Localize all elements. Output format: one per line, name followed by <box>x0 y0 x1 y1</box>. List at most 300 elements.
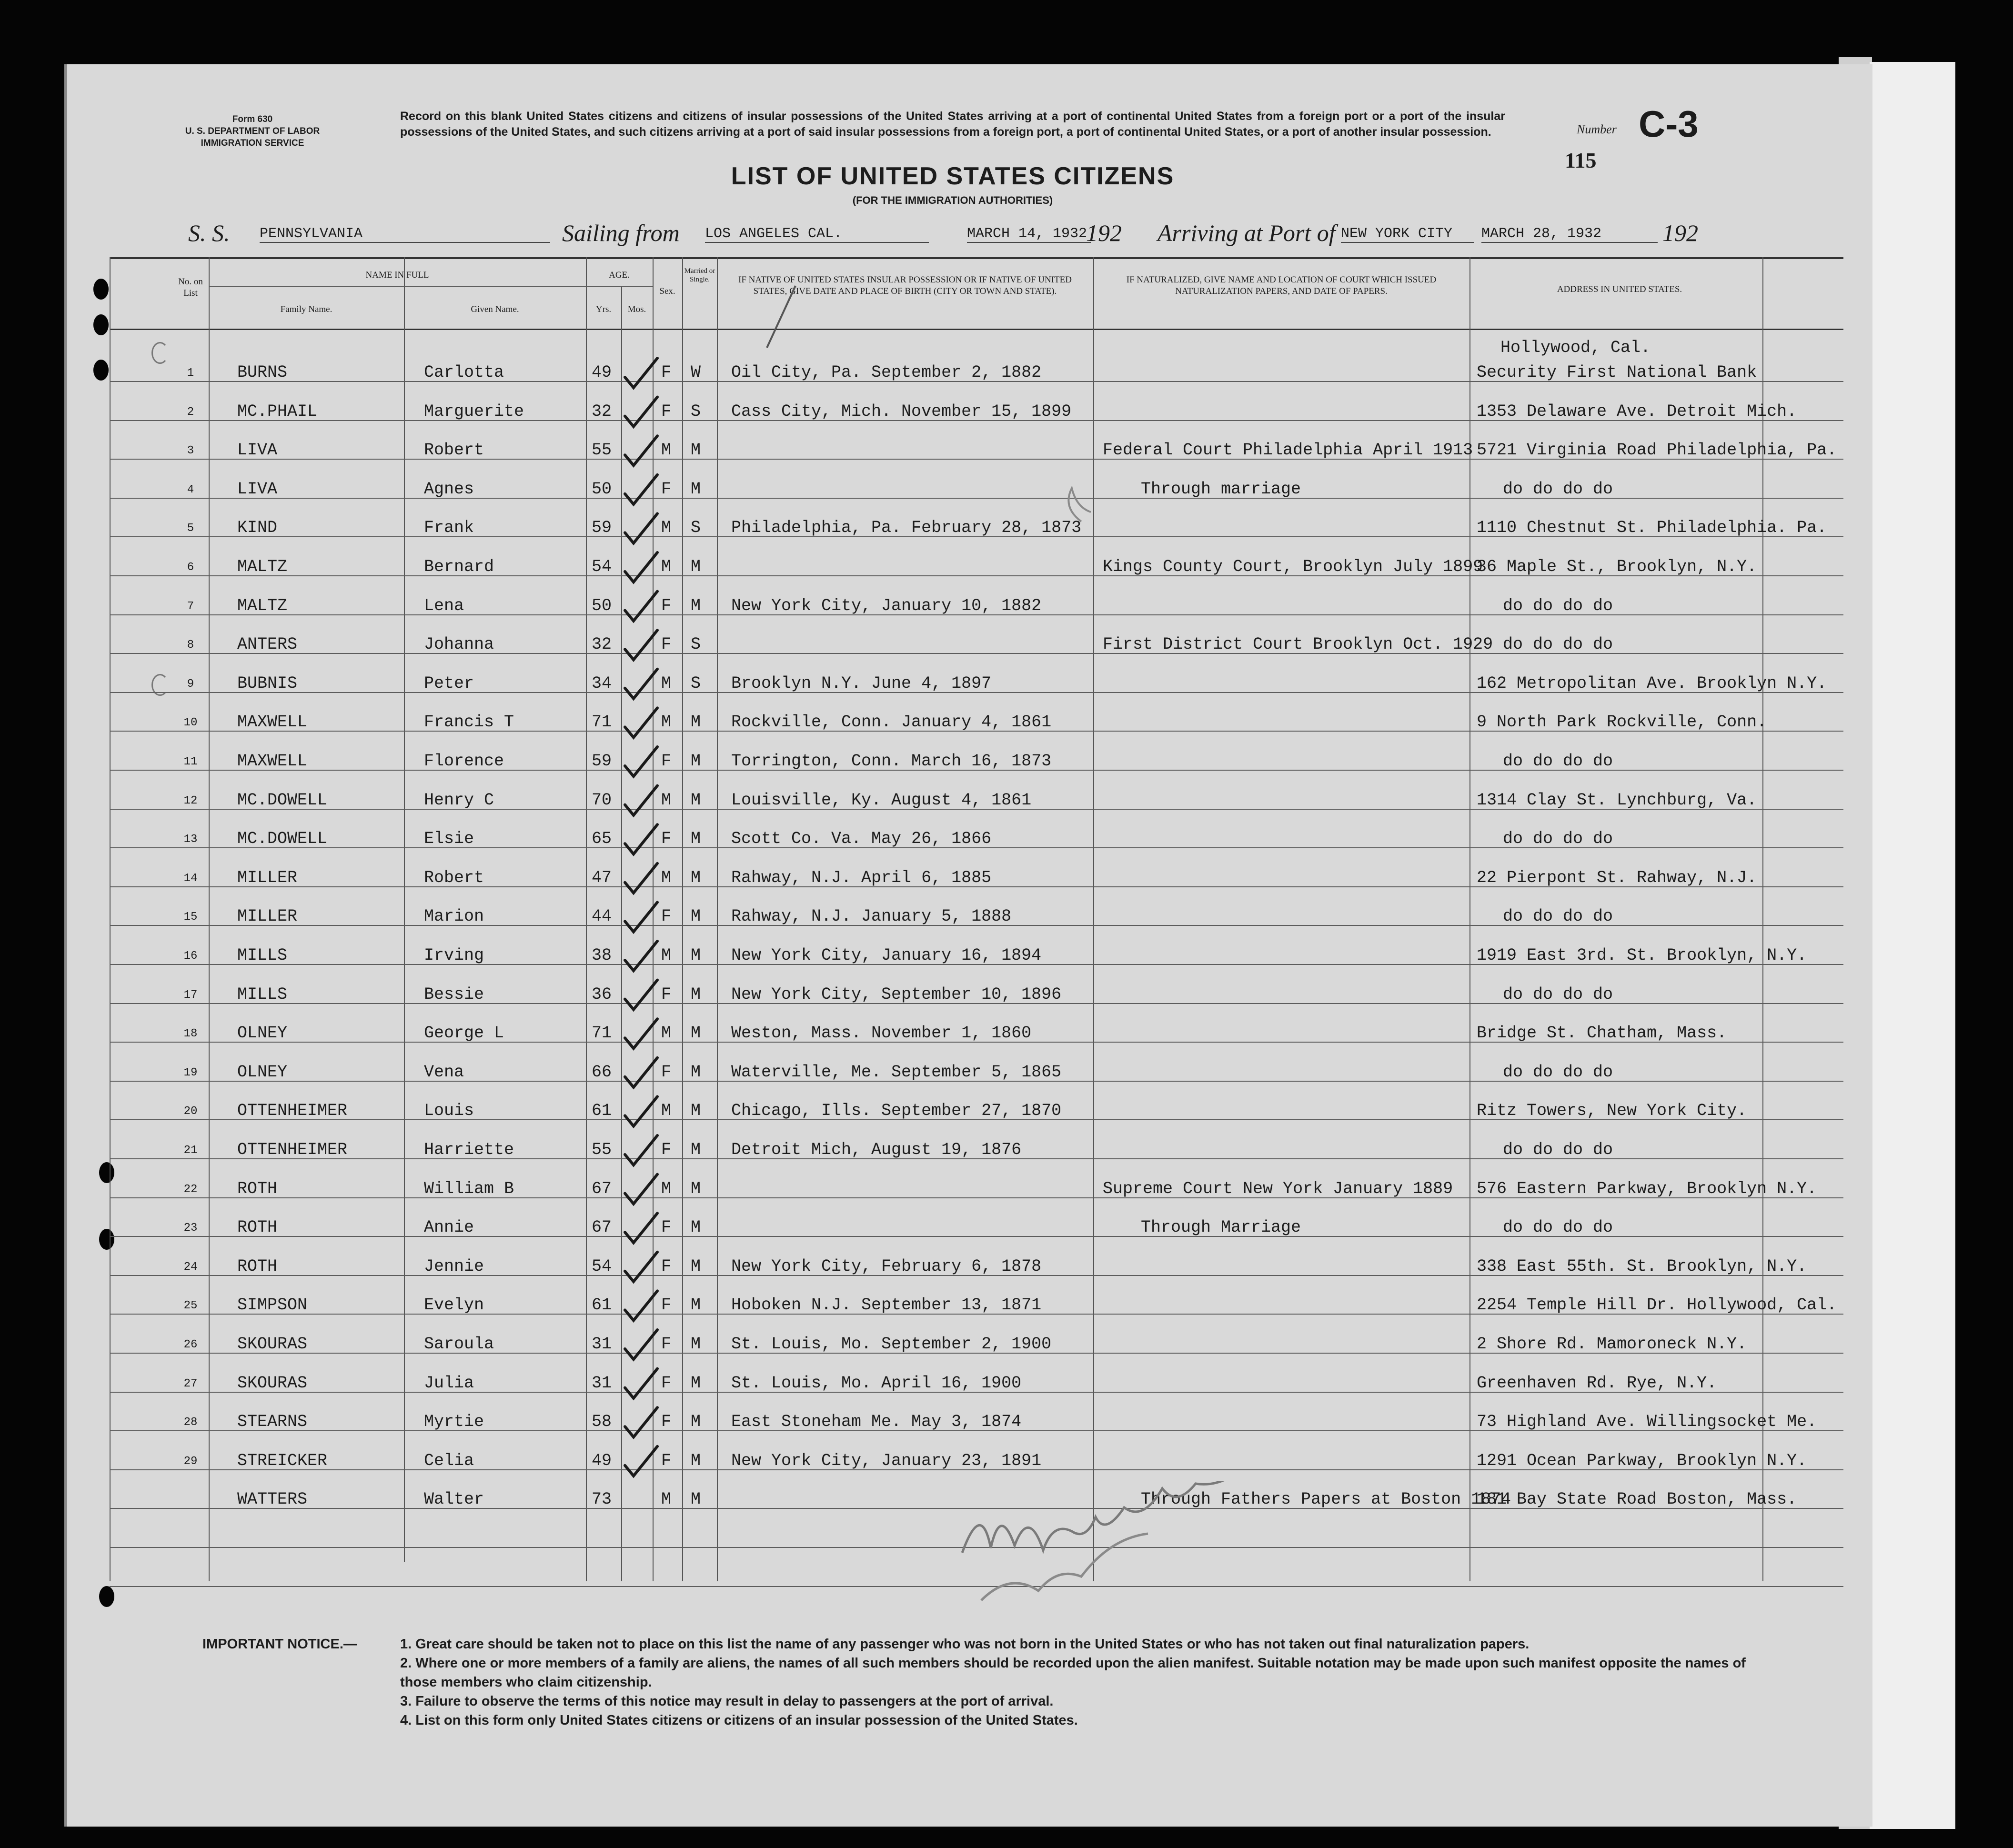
us-address: do do do do <box>1503 1140 1613 1159</box>
punch-hole-icon <box>93 360 109 381</box>
marital-status: M <box>691 441 701 460</box>
sex: M <box>661 1179 672 1198</box>
check-mark-icon <box>625 552 657 582</box>
check-mark-icon <box>625 1058 657 1087</box>
us-address: do do do do <box>1503 479 1613 499</box>
family-name: WATTERS <box>237 1490 308 1509</box>
family-name: MALTZ <box>237 596 288 615</box>
given-name: Marion <box>424 907 484 926</box>
header-name-in-full: NAME IN FULL <box>365 270 429 280</box>
row-number: 21 <box>183 1144 198 1157</box>
age-years: 59 <box>592 518 612 538</box>
form-info <box>143 113 362 149</box>
sex: F <box>661 1218 672 1237</box>
sex: F <box>661 907 672 926</box>
given-name: Johanna <box>424 635 494 654</box>
marital-status: M <box>691 1024 701 1043</box>
family-name: OLNEY <box>237 1024 288 1043</box>
number-value: C-3 <box>1639 103 1699 145</box>
sex: M <box>661 518 672 538</box>
us-address: 5721 Virginia Road Philadelphia, Pa. <box>1477 441 1837 460</box>
marital-status: M <box>691 1412 701 1432</box>
check-mark-icon <box>625 1019 657 1048</box>
age-years: 67 <box>592 1179 612 1198</box>
age-years: 34 <box>592 673 612 693</box>
check-mark-icon <box>625 1407 657 1437</box>
notice-label: IMPORTANT NOTICE.— <box>202 1637 357 1652</box>
check-mark-icon <box>625 1330 657 1359</box>
row-number: 4 <box>187 483 194 496</box>
notice-item-4: 4. List on this form only United States citizens or citizens of an insular possession of the United States. <box>400 1713 1078 1728</box>
us-address: do do do do <box>1503 1218 1613 1237</box>
birth-place-date: Rahway, N.J. April 6, 1885 <box>731 868 992 887</box>
birth-place-date: Oil City, Pa. September 2, 1882 <box>731 363 1042 382</box>
check-mark-icon <box>625 708 657 737</box>
punch-hole-icon <box>93 314 109 335</box>
sex: F <box>661 363 672 382</box>
row-number: 22 <box>183 1183 198 1196</box>
check-mark-icon <box>625 902 657 932</box>
notice-item-3: 3. Failure to observe the terms of this notice may result in delay to passengers at the port of arrival. <box>400 1694 1054 1709</box>
year-suffix-2: 192 <box>1662 220 1698 246</box>
from-date: MARCH 14, 1932 <box>967 226 1091 243</box>
family-name: ROTH <box>237 1218 278 1237</box>
marital-status: S <box>691 673 701 693</box>
marital-status: M <box>691 1062 701 1082</box>
sex: F <box>661 1373 672 1393</box>
age-years: 65 <box>592 829 612 849</box>
given-name: Frank <box>424 518 474 538</box>
pencil-stroke <box>767 286 795 348</box>
header-given-name: Given Name. <box>471 304 519 314</box>
us-address: 1353 Delaware Ave. Detroit Mich. <box>1477 402 1797 421</box>
birth-place-date: Rockville, Conn. January 4, 1861 <box>731 713 1052 732</box>
age-years: 55 <box>592 441 612 460</box>
inspector-signature-icon <box>953 1481 1372 1610</box>
check-mark-icon <box>625 475 657 504</box>
given-name: Harriette <box>424 1140 514 1159</box>
sex: F <box>661 829 672 849</box>
notice-item-2: 2. Where one or more members of a family are aliens, the names of all such members should be recorded upon the alien manifest. Suitable notation may be made upon such manifest opposite the names of those members who claim citizenship. <box>400 1656 1746 1690</box>
number-label: Number <box>1577 122 1617 136</box>
given-name: George L <box>424 1024 504 1043</box>
given-name: Florence <box>424 752 504 771</box>
given-name: Evelyn <box>424 1296 484 1315</box>
us-address: Ritz Towers, New York City. <box>1477 1101 1747 1121</box>
birth-place-date: New York City, September 10, 1896 <box>731 984 1062 1004</box>
sheet-number: 115 <box>1565 148 1597 172</box>
family-name: MAXWELL <box>237 752 308 771</box>
age-years: 49 <box>592 363 612 382</box>
us-address: 1919 East 3rd. St. Brooklyn, N.Y. <box>1477 946 1807 965</box>
marital-status: M <box>691 1335 701 1354</box>
age-years: 31 <box>592 1335 612 1354</box>
given-name: Vena <box>424 1062 464 1082</box>
birth-place-date: East Stoneham Me. May 3, 1874 <box>731 1412 1022 1432</box>
family-name: MILLS <box>237 984 288 1004</box>
age-years: 71 <box>592 1024 612 1043</box>
check-mark-icon <box>625 1175 657 1204</box>
row-number: 24 <box>183 1260 198 1274</box>
birth-place-date: Detroit Mich, August 19, 1876 <box>731 1140 1022 1159</box>
age-years: 38 <box>592 946 612 965</box>
family-name: LIVA <box>237 479 278 499</box>
row-number: 25 <box>183 1299 198 1313</box>
given-name: Walter <box>424 1490 484 1509</box>
family-name: STEARNS <box>237 1412 308 1432</box>
marital-status: M <box>691 1490 701 1509</box>
sex: M <box>661 868 672 887</box>
row-number: 7 <box>187 600 194 613</box>
us-address: do do do do <box>1503 635 1613 654</box>
naturalization-court: Supreme Court New York January 1889 <box>1103 1179 1453 1198</box>
marital-status: S <box>691 402 701 421</box>
to-port: NEW YORK CITY <box>1341 226 1474 243</box>
ship-name: PENNSYLVANIA <box>260 226 550 243</box>
check-mark-icon <box>625 864 657 893</box>
birth-place-date: New York City, January 23, 1891 <box>731 1451 1042 1470</box>
from-port: LOS ANGELES CAL. <box>705 226 929 243</box>
us-address: 1110 Chestnut St. Philadelphia. Pa. <box>1477 518 1827 538</box>
header-married-single: Married or Single. <box>684 267 715 283</box>
arriving-label: Arriving at Port of <box>1157 220 1336 246</box>
us-address-city: Hollywood, Cal. <box>1500 338 1651 357</box>
sailing-label: Sailing from <box>562 220 680 246</box>
punch-hole-icon <box>93 279 109 300</box>
given-name: Julia <box>424 1373 474 1393</box>
given-name: Lena <box>424 596 464 615</box>
given-name: Robert <box>424 441 484 460</box>
check-mark-icon <box>625 358 657 388</box>
sex: F <box>661 402 672 421</box>
marital-status: M <box>691 1140 701 1159</box>
row-number: 1 <box>187 367 194 380</box>
birth-place-date: Louisville, Ky. August 4, 1861 <box>731 790 1032 810</box>
age-years: 44 <box>592 907 612 926</box>
family-name: SKOURAS <box>237 1373 308 1393</box>
us-address: do do do do <box>1503 596 1613 615</box>
naturalization-court: Federal Court Philadelphia April 1913 <box>1103 441 1473 460</box>
family-name: LIVA <box>237 441 278 460</box>
sex: F <box>661 479 672 499</box>
marital-status: M <box>691 1256 701 1276</box>
given-name: Saroula <box>424 1335 494 1354</box>
check-mark-icon <box>625 1135 657 1165</box>
check-mark-icon <box>625 1252 657 1282</box>
sex: F <box>661 752 672 771</box>
naturalization-court: Through Marriage <box>1141 1218 1301 1237</box>
marital-status: M <box>691 984 701 1004</box>
row-number: 14 <box>183 872 198 885</box>
marital-status: S <box>691 518 701 538</box>
family-name: MILLS <box>237 946 288 965</box>
marital-status: M <box>691 1296 701 1315</box>
given-name: Peter <box>424 673 474 693</box>
birth-place-date: Waterville, Me. September 5, 1865 <box>731 1062 1062 1082</box>
age-years: 36 <box>592 984 612 1004</box>
birth-place-date: New York City, January 10, 1882 <box>731 596 1042 615</box>
check-mark-icon <box>625 1213 657 1243</box>
row-number: 26 <box>183 1338 198 1351</box>
naturalization-court: First District Court Brooklyn Oct. 1929 <box>1103 635 1493 654</box>
birth-place-date: Cass City, Mich. November 15, 1899 <box>731 402 1072 421</box>
age-years: 32 <box>592 402 612 421</box>
us-address: 2254 Temple Hill Dr. Hollywood, Cal. <box>1477 1296 1837 1315</box>
check-mark-icon <box>625 630 657 660</box>
check-marks <box>110 257 1843 1581</box>
given-name: William B <box>424 1179 514 1198</box>
given-name: Marguerite <box>424 402 524 421</box>
age-years: 59 <box>592 752 612 771</box>
birth-place-date: Philadelphia, Pa. February 28, 1873 <box>731 518 1082 538</box>
check-mark-icon <box>625 1096 657 1126</box>
family-name: BUBNIS <box>237 673 298 693</box>
age-years: 73 <box>592 1490 612 1509</box>
row-number: 19 <box>183 1066 198 1079</box>
marital-status: M <box>691 868 701 887</box>
sex: M <box>661 441 672 460</box>
family-name: MAXWELL <box>237 713 308 732</box>
marital-status: M <box>691 557 701 576</box>
age-years: 49 <box>592 1451 612 1470</box>
us-address: 181 Bay State Road Boston, Mass. <box>1477 1490 1797 1509</box>
given-name: Jennie <box>424 1256 484 1276</box>
family-name: OTTENHEIMER <box>237 1101 348 1121</box>
row-number: 6 <box>187 561 194 574</box>
check-mark-icon <box>625 592 657 621</box>
sex: F <box>661 1451 672 1470</box>
family-name: MALTZ <box>237 557 288 576</box>
sex: M <box>661 557 672 576</box>
birth-place-date: Chicago, Ills. September 27, 1870 <box>731 1101 1062 1121</box>
family-name: STREICKER <box>237 1451 328 1470</box>
marital-status: M <box>691 907 701 926</box>
given-name: Louis <box>424 1101 474 1121</box>
us-address: do do do do <box>1503 907 1613 926</box>
sex: F <box>661 984 672 1004</box>
marital-status: M <box>691 752 701 771</box>
family-name: OTTENHEIMER <box>237 1140 348 1159</box>
age-years: 31 <box>592 1373 612 1393</box>
header-mos: Mos. <box>627 304 646 314</box>
row-number: 3 <box>187 444 194 458</box>
row-number: 28 <box>183 1416 198 1429</box>
us-address: 576 Eastern Parkway, Brooklyn N.Y. <box>1477 1179 1817 1198</box>
marital-status: M <box>691 1451 701 1470</box>
row-number: 17 <box>183 988 198 1002</box>
check-mark-icon <box>625 1446 657 1476</box>
check-mark-icon <box>625 941 657 971</box>
us-address: 1314 Clay St. Lynchburg, Va. <box>1477 790 1757 810</box>
age-years: 67 <box>592 1218 612 1237</box>
us-address: 2 Shore Rd. Mamoroneck N.Y. <box>1477 1335 1747 1354</box>
form-number: Form 630 <box>232 114 273 124</box>
marital-status: W <box>691 363 701 382</box>
given-name: Bernard <box>424 557 494 576</box>
birth-place-date: New York City, February 6, 1878 <box>731 1256 1042 1276</box>
birth-place-date: Scott Co. Va. May 26, 1866 <box>731 829 992 849</box>
department: U. S. DEPARTMENT OF LABOR <box>185 126 320 136</box>
us-address: 162 Metropolitan Ave. Brooklyn N.Y. <box>1477 673 1827 693</box>
marital-status: M <box>691 479 701 499</box>
check-mark-icon <box>625 1369 657 1398</box>
us-address: do do do do <box>1503 829 1613 849</box>
check-mark-icon <box>625 824 657 854</box>
us-address: Greenhaven Rd. Rye, N.Y. <box>1477 1373 1717 1393</box>
birth-place-date: Brooklyn N.Y. June 4, 1897 <box>731 673 992 693</box>
age-years: 61 <box>592 1296 612 1315</box>
check-mark-icon <box>625 669 657 699</box>
row-number: 5 <box>187 522 194 535</box>
given-name: Robert <box>424 868 484 887</box>
header-yrs: Yrs. <box>595 304 612 314</box>
signature-mark <box>1068 488 1091 522</box>
us-address: Bridge St. Chatham, Mass. <box>1477 1024 1727 1043</box>
row-number: 11 <box>183 755 198 768</box>
marital-status: M <box>691 1179 701 1198</box>
row-number: 13 <box>183 833 198 846</box>
marital-status: M <box>691 596 701 615</box>
sex: F <box>661 1140 672 1159</box>
sex: F <box>661 1062 672 1082</box>
row-number: 16 <box>183 950 198 963</box>
us-address: 73 Highland Ave. Willingsocket Me. <box>1477 1412 1817 1432</box>
birth-place-date: Torrington, Conn. March 16, 1873 <box>731 752 1052 771</box>
age-years: 54 <box>592 557 612 576</box>
to-date: MARCH 28, 1932 <box>1481 226 1658 243</box>
age-years: 71 <box>592 713 612 732</box>
given-name: Celia <box>424 1451 474 1470</box>
family-name: ROTH <box>237 1256 278 1276</box>
birth-place-date: St. Louis, Mo. April 16, 1900 <box>731 1373 1022 1393</box>
age-years: 55 <box>592 1140 612 1159</box>
marital-status: M <box>691 1373 701 1393</box>
family-name: MILLER <box>237 907 298 926</box>
row-number: 27 <box>183 1377 198 1390</box>
birth-place-date: Rahway, N.J. January 5, 1888 <box>731 907 1012 926</box>
header-address: ADDRESS IN UNITED STATES. <box>1557 284 1682 294</box>
sex: M <box>661 1024 672 1043</box>
header-sex: Sex. <box>659 286 675 296</box>
row-number: 20 <box>183 1105 198 1118</box>
sex: F <box>661 1256 672 1276</box>
check-mark-icon <box>625 747 657 776</box>
given-name: Henry C <box>424 790 494 810</box>
header-naturalized: IF NATURALIZED, GIVE NAME AND LOCATION OF COURT WHICH ISSUED NATURALIZATION PAPERS, AND DATE OF PAPERS. <box>1126 275 1437 296</box>
us-address: do do do do <box>1503 752 1613 771</box>
header-native: IF NATIVE OF UNITED STATES INSULAR POSSESSION OR IF NATIVE OF UNITED STATES, GIVE DATE AND PLACE OF BIRTH (CITY OR TOWN AND STATE). <box>738 275 1072 296</box>
ss-label: S. S. <box>188 220 230 246</box>
sex: M <box>661 1101 672 1121</box>
us-address: 22 Pierpont St. Rahway, N.J. <box>1477 868 1757 887</box>
naturalization-court: Kings County Court, Brooklyn July 1899 <box>1103 557 1483 576</box>
row-number: 2 <box>187 405 194 419</box>
marital-status: M <box>691 829 701 849</box>
given-name: Irving <box>424 946 484 965</box>
check-mark-icon <box>625 980 657 1010</box>
given-name: Myrtie <box>424 1412 484 1432</box>
us-address: Security First National Bank <box>1477 363 1757 382</box>
given-name: Francis T <box>424 713 514 732</box>
header-family-name: Family Name. <box>280 304 332 314</box>
marital-status: M <box>691 713 701 732</box>
family-name: SKOURAS <box>237 1335 308 1354</box>
age-years: 47 <box>592 868 612 887</box>
marital-status: M <box>691 1101 701 1121</box>
sex: M <box>661 1490 672 1509</box>
given-name: Agnes <box>424 479 474 499</box>
family-name: OLNEY <box>237 1062 288 1082</box>
family-name: MILLER <box>237 868 298 887</box>
family-name: BURNS <box>237 363 288 382</box>
family-name: MC.DOWELL <box>237 790 328 810</box>
given-name: Carlotta <box>424 363 504 382</box>
given-name: Bessie <box>424 984 484 1004</box>
family-name: SIMPSON <box>237 1296 308 1315</box>
sex: F <box>661 1296 672 1315</box>
age-years: 32 <box>592 635 612 654</box>
sex: M <box>661 946 672 965</box>
us-address: 338 East 55th. St. Brooklyn, N.Y. <box>1477 1256 1807 1276</box>
family-name: MC.DOWELL <box>237 829 328 849</box>
page-title: LIST OF UNITED STATES CITIZENS <box>731 162 1175 190</box>
naturalization-court: Through Fathers Papers at Boston 1874 <box>1141 1490 1511 1509</box>
notice-item-1: 1. Great care should be taken not to place on this list the name of any passenger who was not born in the United States or who has not taken out final naturalization papers. <box>400 1637 1530 1652</box>
family-name: ROTH <box>237 1179 278 1198</box>
age-years: 58 <box>592 1412 612 1432</box>
birth-place-date: Hoboken N.J. September 13, 1871 <box>731 1296 1042 1315</box>
sex: F <box>661 596 672 615</box>
sex: F <box>661 1412 672 1432</box>
marital-status: S <box>691 635 701 654</box>
row-number: 29 <box>183 1455 198 1468</box>
page-subtitle: (FOR THE IMMIGRATION AUTHORITIES) <box>852 194 1053 206</box>
row-number: 10 <box>183 716 198 730</box>
row-number: 18 <box>183 1027 198 1041</box>
naturalization-court: Through marriage <box>1141 479 1301 499</box>
row-number: 8 <box>187 639 194 652</box>
row-number: 23 <box>183 1222 198 1235</box>
family-name: MC.PHAIL <box>237 402 318 421</box>
age-years: 70 <box>592 790 612 810</box>
sex: F <box>661 1335 672 1354</box>
check-mark-icon <box>625 513 657 543</box>
age-years: 61 <box>592 1101 612 1121</box>
given-name: Elsie <box>424 829 474 849</box>
birth-place-date: New York City, January 16, 1894 <box>731 946 1042 965</box>
age-years: 50 <box>592 479 612 499</box>
us-address: 1291 Ocean Parkway, Brooklyn N.Y. <box>1477 1451 1807 1470</box>
birth-place-date: Weston, Mass. November 1, 1860 <box>731 1024 1032 1043</box>
header-no: No. on List <box>178 277 203 298</box>
punch-hole-icon <box>99 1586 114 1607</box>
check-mark-icon <box>625 1291 657 1320</box>
given-name: Annie <box>424 1218 474 1237</box>
us-address: do do do do <box>1503 1062 1613 1082</box>
age-years: 66 <box>592 1062 612 1082</box>
check-mark-icon <box>625 397 657 427</box>
age-years: 54 <box>592 1256 612 1276</box>
family-name: ANTERS <box>237 635 298 654</box>
check-mark-icon <box>625 786 657 815</box>
year-suffix-1: 192 <box>1086 220 1122 246</box>
row-number: 12 <box>183 794 198 807</box>
birth-place-date: St. Louis, Mo. September 2, 1900 <box>731 1335 1052 1354</box>
sex: M <box>661 673 672 693</box>
sex: F <box>661 635 672 654</box>
row-number: 9 <box>187 677 194 691</box>
check-mark-icon <box>625 436 657 465</box>
